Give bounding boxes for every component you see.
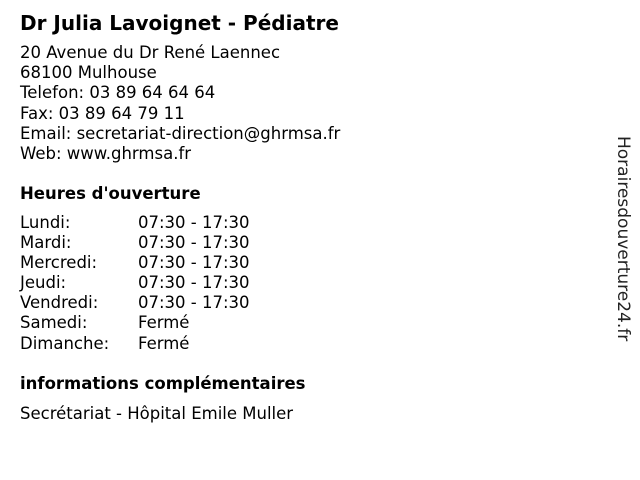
- day-label: Mardi:: [20, 233, 72, 253]
- day-label: Lundi:: [20, 213, 71, 232]
- hours-row-monday: [20, 213, 340, 233]
- hours-row-friday: [20, 293, 340, 313]
- contact-block: [20, 43, 340, 164]
- hours-value: 07:30 - 17:30: [138, 293, 250, 313]
- email-address: Email: secretariat-direction@ghrmsa.fr: [20, 123, 341, 143]
- opening-hours-table: [20, 213, 340, 354]
- day-label: Dimanche:: [20, 333, 110, 353]
- hours-value: 07:30 - 17:30: [138, 213, 250, 232]
- hours-row-wednesday: [20, 253, 340, 273]
- hours-value: 07:30 - 17:30: [138, 253, 250, 273]
- day-label: Vendredi:: [20, 293, 99, 313]
- hours-value: 07:30 - 17:30: [138, 233, 250, 253]
- hours-row-tuesday: [20, 233, 340, 253]
- additional-info-heading: informations complémentaires: [20, 374, 306, 393]
- phone-number: Telefon: 03 89 64 64 64: [20, 83, 216, 103]
- address-street: 20 Avenue du Dr René Laennec: [20, 43, 281, 62]
- day-label: Samedi:: [20, 313, 88, 333]
- hours-row-saturday: [20, 313, 340, 333]
- hours-value: Fermé: [138, 333, 190, 353]
- hours-value: 07:30 - 17:30: [138, 273, 250, 293]
- site-watermark: Horairesdouverture24.fr: [613, 136, 633, 342]
- day-label: Mercredi:: [20, 253, 98, 273]
- hours-value: Fermé: [138, 313, 190, 333]
- page-title: Dr Julia Lavoignet - Pédiatre: [20, 11, 339, 35]
- additional-info-text: Secrétariat - Hôpital Emile Muller: [20, 404, 294, 423]
- fax-number: Fax: 03 89 64 79 11: [20, 103, 185, 123]
- hours-row-thursday: [20, 273, 340, 293]
- address-city: 68100 Mulhouse: [20, 63, 157, 83]
- opening-hours-heading: Heures d'ouverture: [20, 184, 201, 203]
- hours-row-sunday: [20, 334, 340, 354]
- day-label: Jeudi:: [20, 273, 67, 293]
- website: Web: www.ghrmsa.fr: [20, 143, 192, 163]
